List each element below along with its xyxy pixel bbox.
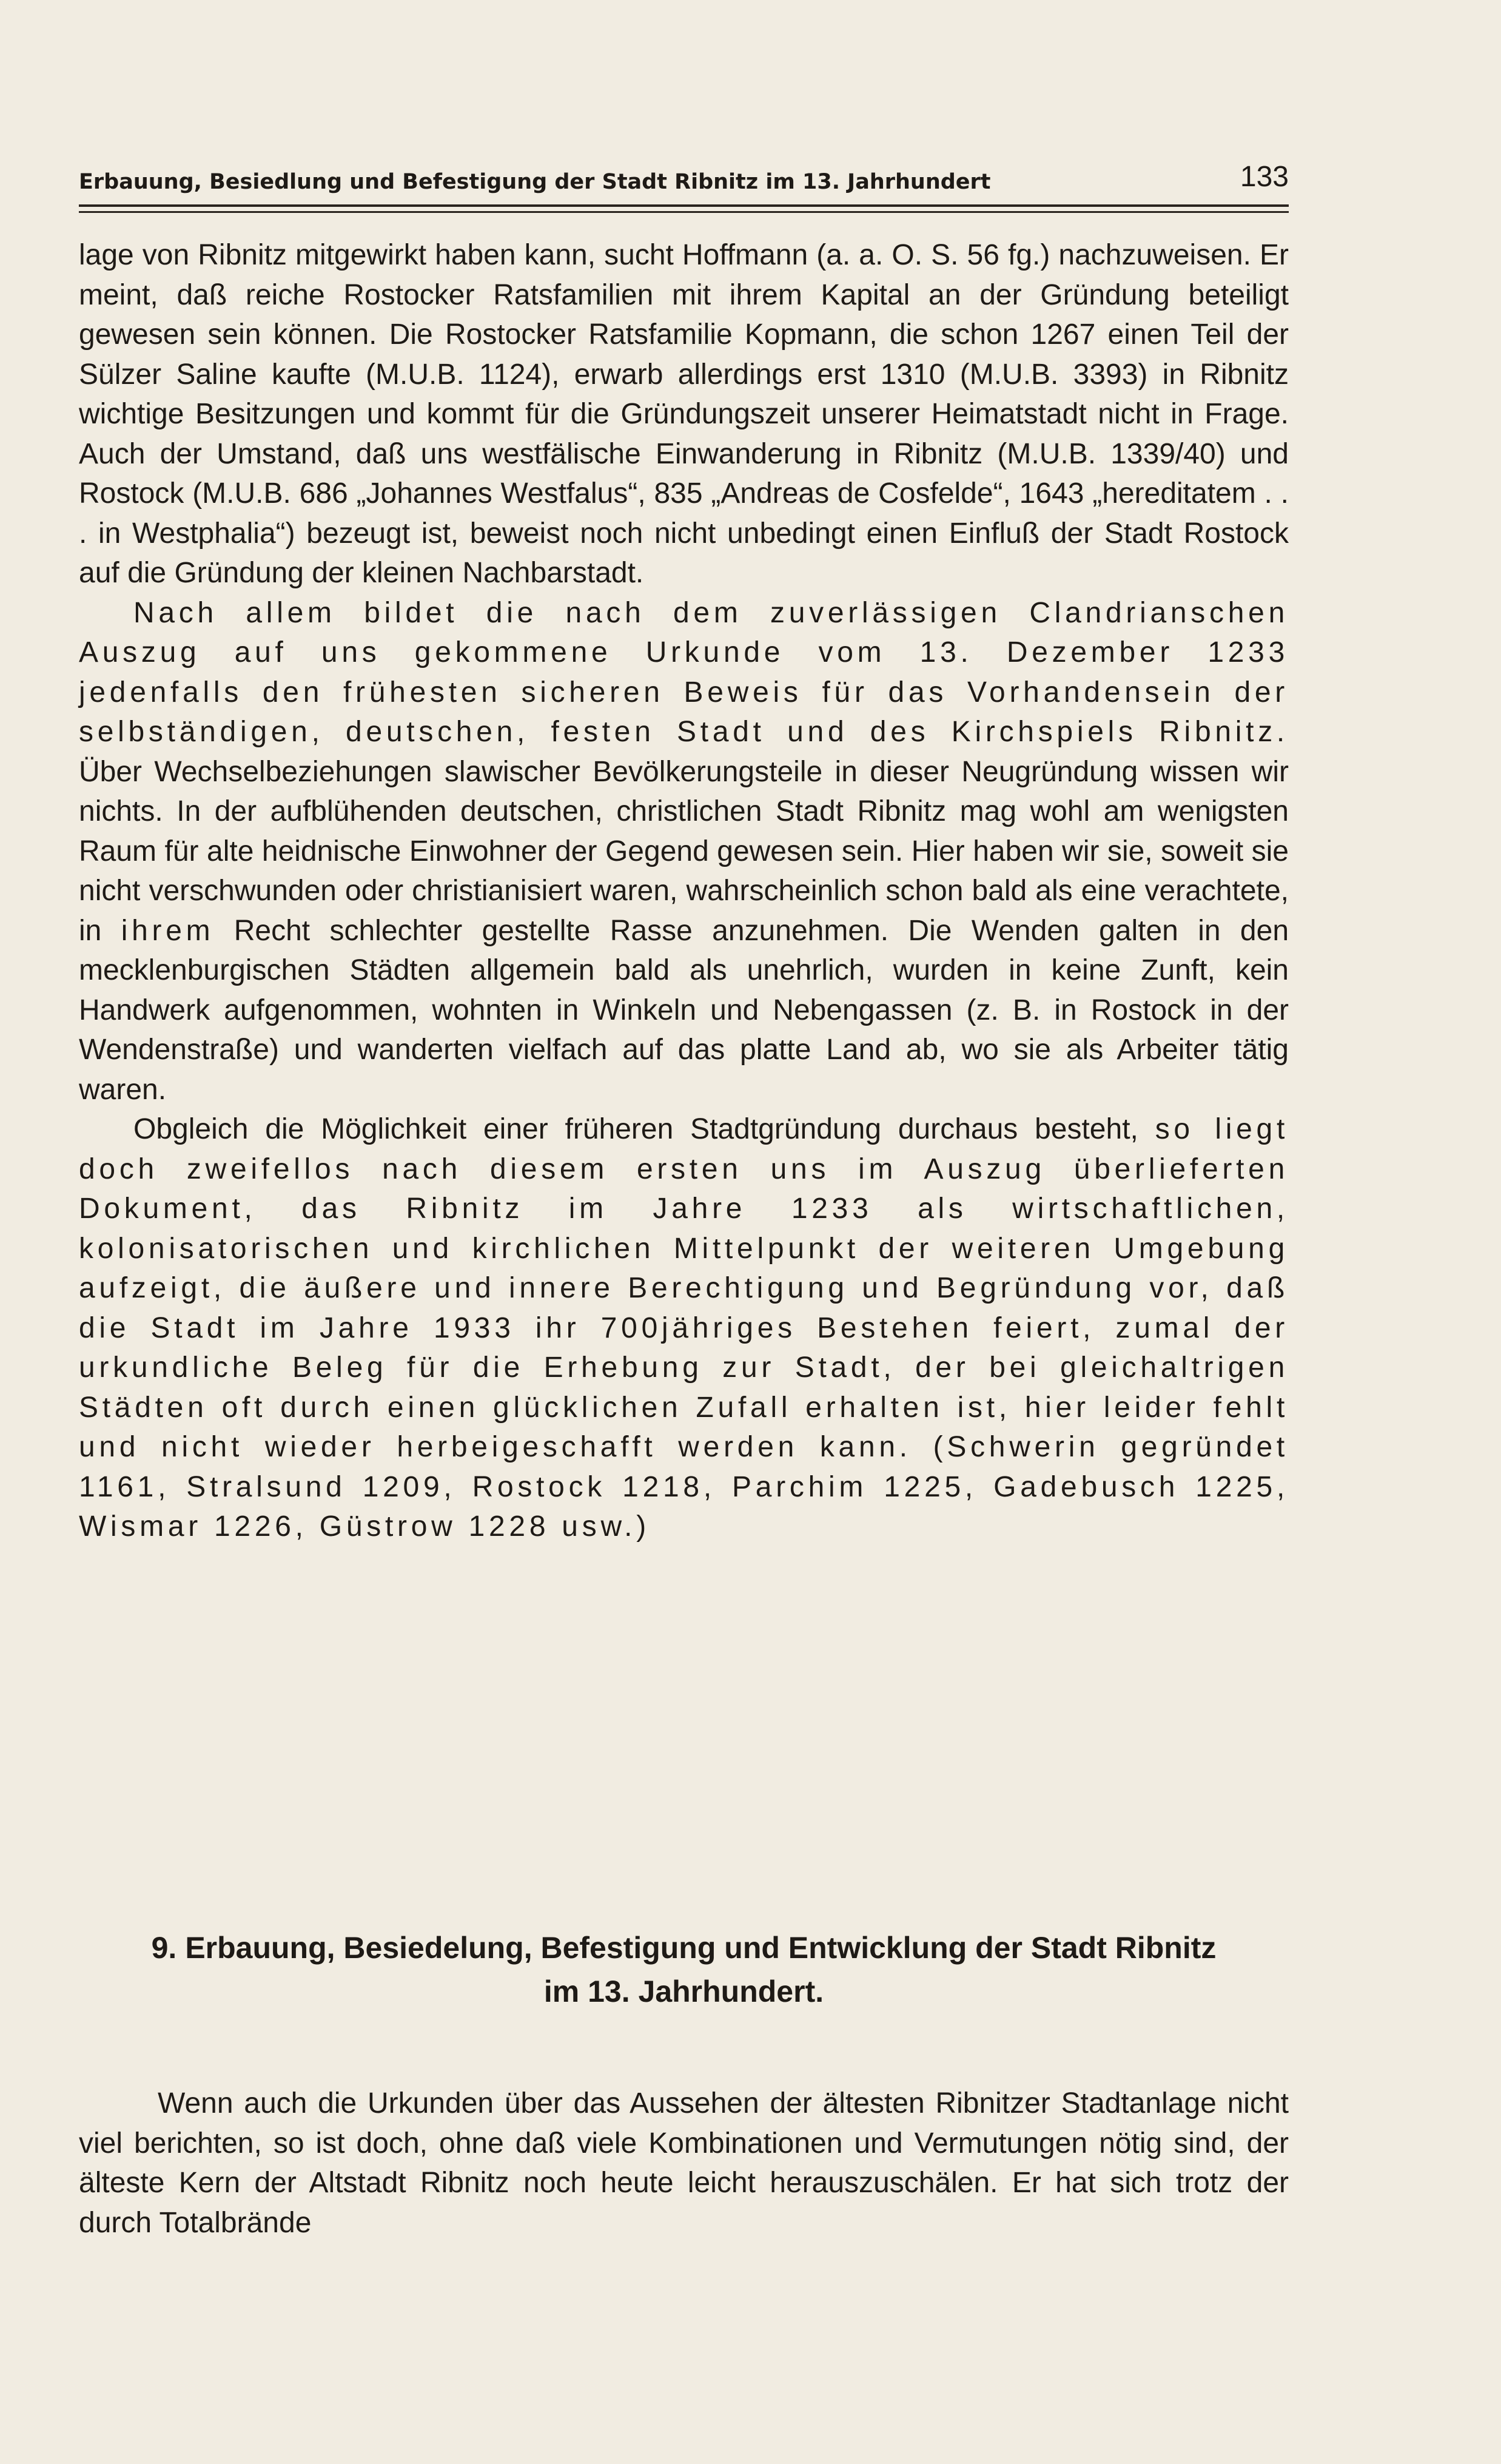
paragraph-1-text: lage von Ribnitz mitgewirkt haben kann, sucht Hoffmann (a. a. O. S. 56 fg.) nachzuweisen. Er meint, daß reiche Rostocker Ratsfamilien mit ihrem Kapital an der Gründung beteiligt gewesen sein können. Die Rostocker Ratsfamilie Kopmann, die schon 1267 einen Teil der Sülzer Saline kaufte (M.U.B. 1124), erwarb allerdings erst 1310 (M.U.B. 3393) in Ribnitz wichtige Besitzungen und kommt für die Gründungszeit unserer Heimatstadt nicht in Frage. Auch der Umstand, daß uns westfälische Einwanderung in Ribnitz (M.U.B. 1339/40) und Rostock (M.U.B. 686 „Johannes Westfalus“, 835 „Andreas de Cosfelde“, 1643 „hereditatem . . . in Westphalia“) bezeugt ist, beweist noch nicht unbedingt einen Einfluß der Stadt Rostock auf die Gründung der kleinen Nachbarstadt. xyxy=(79,239,1289,589)
paragraph-3 xyxy=(79,1109,1289,1547)
running-head: Erbauung, Besiedlung und Befestigung der Stadt Ribnitz im 13. Jahrhundert xyxy=(79,170,991,194)
paragraph-1 xyxy=(79,235,1289,593)
paragraph-2-spaced-text: Nach allem bildet die nach dem zuverlässigen Clandrianschen Auszug auf uns gekommene Urkunde vom 13. Dezember 1233 jedenfalls den frühesten sicheren Beweis für das Vorhandensein der selbständigen, deutschen, festen Stadt und des Kirchspiels Ribnitz. xyxy=(79,596,1289,748)
header-rule-bottom xyxy=(79,211,1289,213)
paragraph-2 xyxy=(79,593,1289,1110)
section-body xyxy=(79,2084,1289,2243)
paragraph-2-text-after: Recht schlechter gestellte Rasse anzunehmen. Die Wenden galten in den mecklenburgischen Städten allgemein bald als unehrlich, wurden in keine Zunft, kein Handwerk aufgenommen, wohnten in Winkeln und Nebengassen (z. B. in Rostock in der Wendenstraße) und wanderten vielfach auf das platte Land ab, wo sie als Arbeiter tätig waren. xyxy=(79,914,1289,1106)
body-text xyxy=(79,235,1289,1547)
paragraph-3-text: Obgleich die Möglichkeit einer früheren Stadtgründung durchaus besteht, xyxy=(133,1113,1138,1145)
page-header xyxy=(79,161,1289,200)
section-heading-line-1 xyxy=(79,1926,1289,1970)
section-title-line-1: Erbauung, Besiedelung, Befestigung und Entwicklung der Stadt Ribnitz xyxy=(185,1931,1217,1965)
section-title-line-2: im 13. Jahrhundert. xyxy=(543,1974,824,2008)
page-number: 133 xyxy=(1240,161,1289,193)
section-paragraph: Wenn auch die Urkunden über das Aussehen der ältesten Ribnitzer Stadtanlage nicht viel berichten, so ist doch, ohne daß viele Kombinationen und Vermutungen nötig sind, der älteste Kern der Altstadt Ribnitz noch heute leicht herauszuschälen. Er hat sich trotz der durch Totalbrände xyxy=(79,2087,1289,2239)
section-heading xyxy=(79,1926,1289,2013)
paragraph-3-spaced-text: so liegt doch zweifellos nach diesem ersten uns im Auszug überlieferten Dokument, das Ribnitz im Jahre 1233 als wirtschaftlichen, kolonisatorischen und kirchlichen Mittelpunkt der weiteren Umgebung aufzeigt, die äußere und innere Berechtigung und Begründung vor, daß die Stadt im Jahre 1933 ihr 700jähriges Bestehen feiert, zumal der urkundliche Beleg für die Erhebung zur Stadt, der bei gleichaltrigen Städten oft durch einen glücklichen Zufall erhalten ist, hier leider fehlt und nicht wieder herbeigeschafft werden kann. (Schwerin gegründet 1161, Stralsund 1209, Rostock 1218, Parchim 1225, Gadebusch 1225, Wismar 1226, Güstrow 1228 usw.) xyxy=(79,1113,1289,1543)
section-number: 9. xyxy=(151,1931,177,1965)
paragraph-2-emphasis: ihrem xyxy=(121,914,215,947)
header-rule-top xyxy=(79,204,1289,207)
paragraph-2-text: Über Wechselbeziehungen slawischer Bevölkerungsteile in dieser Neugründung wissen wir nichts. In der aufblühenden deutschen, christlichen Stadt Ribnitz mag wohl am wenigsten Raum für alte heidnische Einwohner der Gegend gewesen sein. Hier haben wir sie, soweit sie nicht verschwunden oder christianisiert waren, wahrscheinlich schon bald als eine verachtete, in xyxy=(79,755,1289,947)
